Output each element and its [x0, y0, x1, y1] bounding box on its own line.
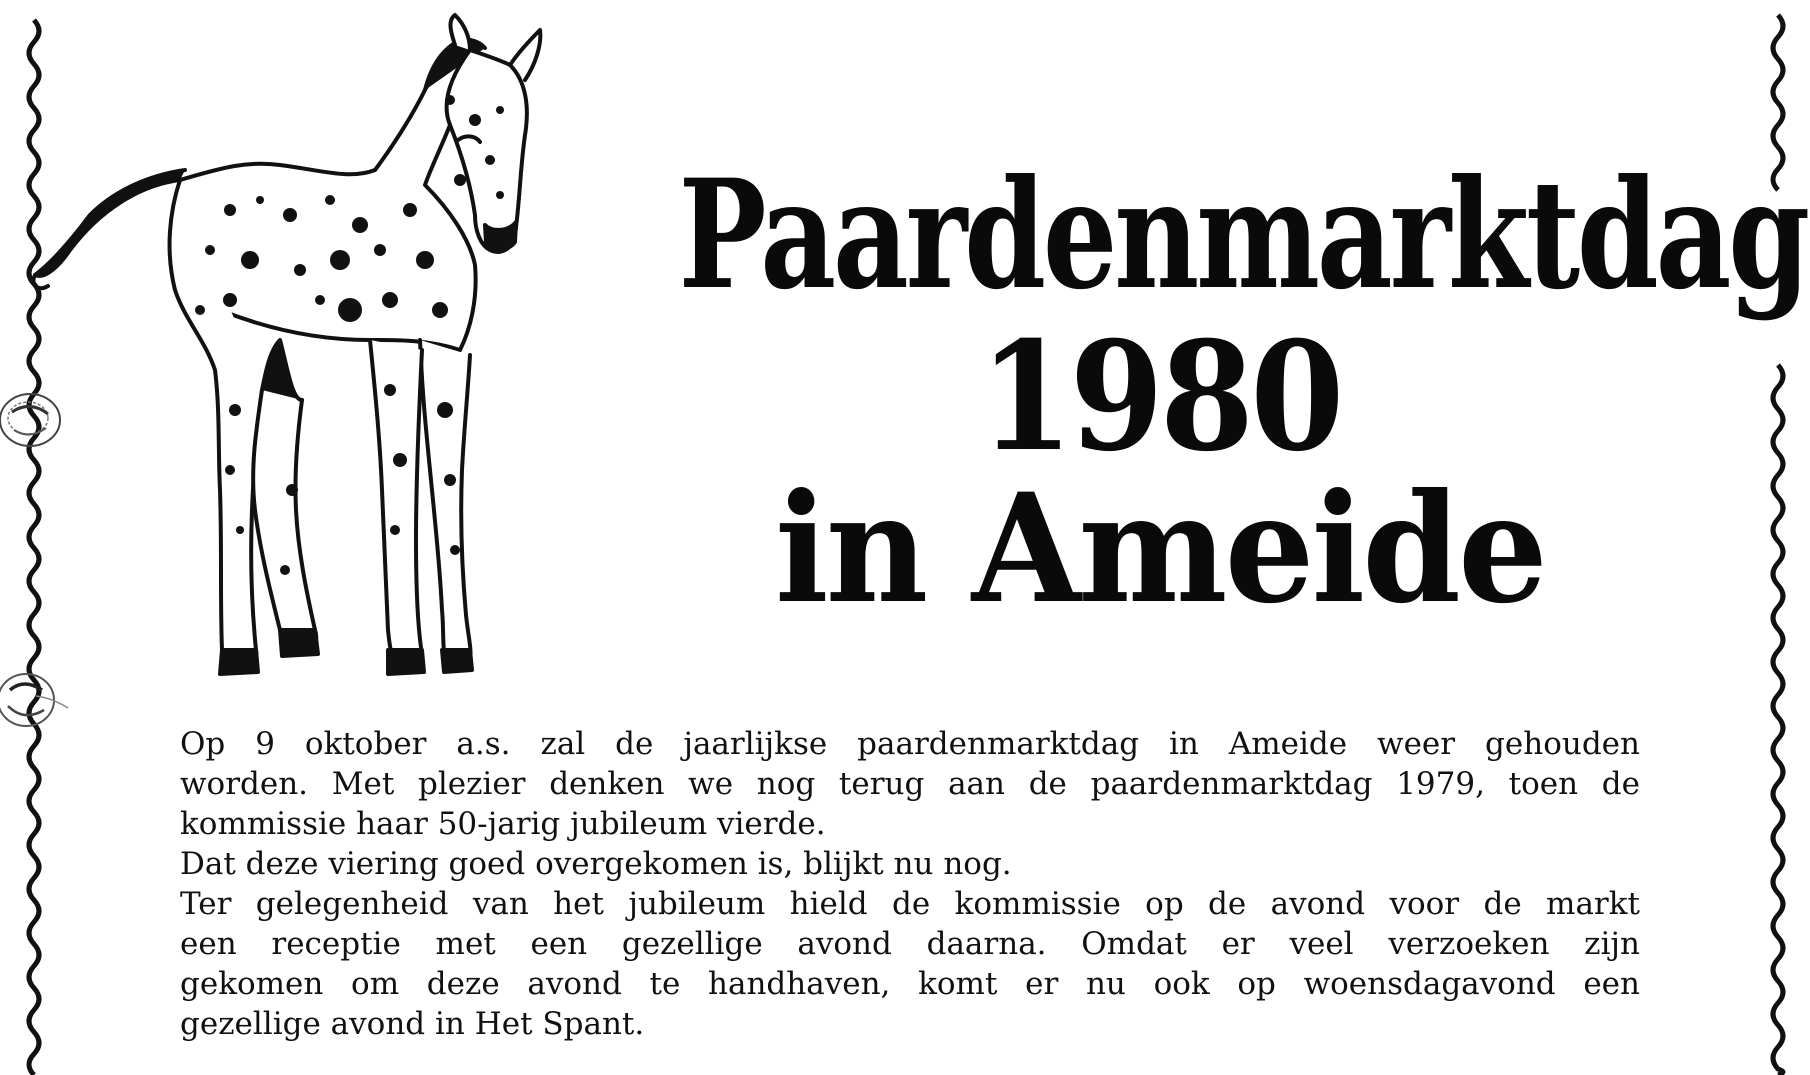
body-line-4: Dat deze viering goed overgekomen is, blijkt nu nog. — [180, 846, 1012, 882]
body-line-5: Ter gelegenheid van het jubileum hield de kommissie op de avond voor de markt — [180, 886, 1640, 922]
headline-year: 1980 — [979, 309, 1341, 485]
foal-illustration — [30, 10, 550, 690]
body-line-8: gezellige avond in Het Spant. — [180, 1006, 645, 1042]
headline-title: Paardenmarktdag — [678, 147, 1808, 323]
body-line-1: Op 9 oktober a.s. zal de jaarlijkse paardenmarktdag in Ameide weer gehouden — [180, 726, 1640, 762]
body-line-7: gekomen om deze avond te handhaven, komt er nu ook op woensdagavond een — [180, 966, 1640, 1002]
body-line-2: worden. Met plezier denken we nog terug aan de paardenmarktdag 1979, toen de — [180, 766, 1640, 802]
headline-location: in Ameide — [775, 461, 1545, 637]
headline — [520, 147, 1808, 637]
article-body — [180, 724, 1640, 1044]
body-line-3: kommissie haar 50-jarig jubileum vierde. — [180, 806, 826, 842]
body-line-6: een receptie met een gezellige avond daarna. Omdat er veel verzoeken zijn — [180, 926, 1640, 962]
